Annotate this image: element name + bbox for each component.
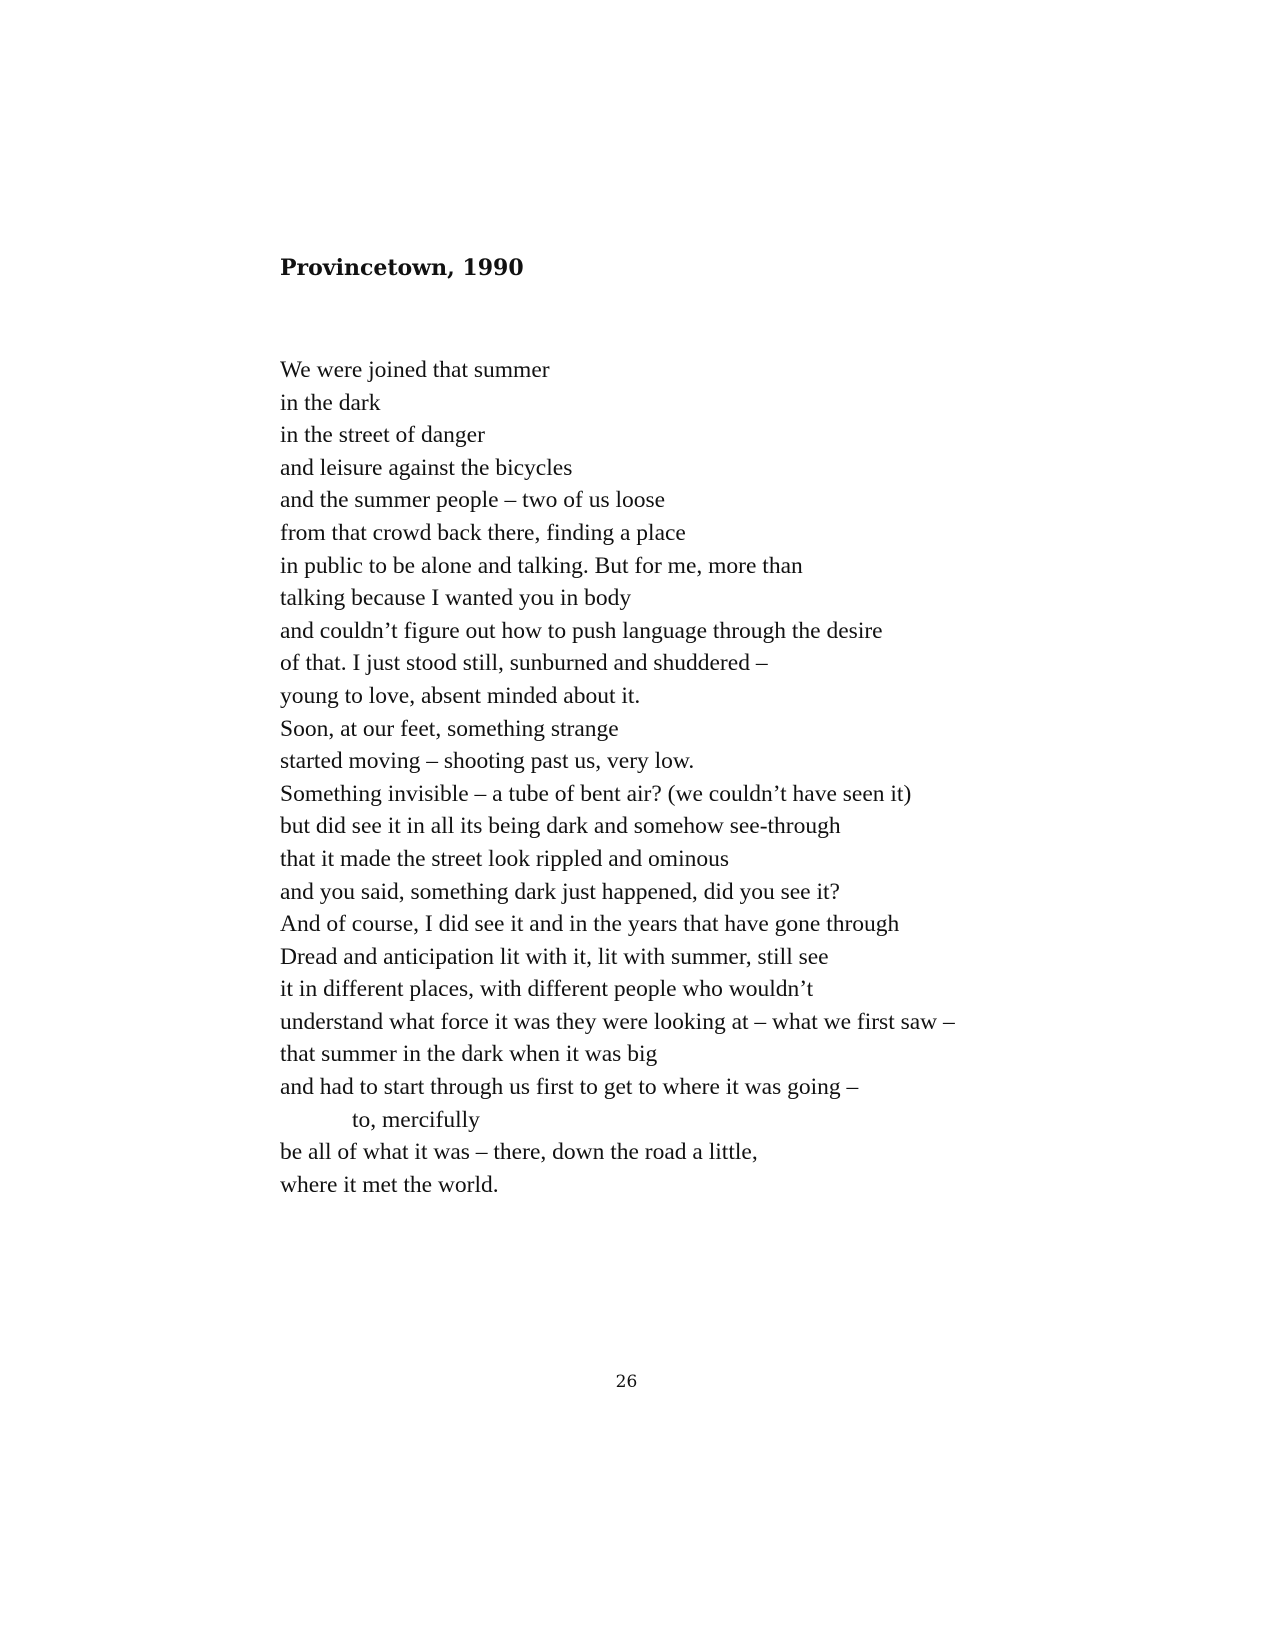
poem-body [280, 354, 955, 1201]
poem-line: And of course, I did see it and in the years that have gone through [280, 911, 900, 938]
poem-line: started moving – shooting past us, very low. [280, 748, 695, 775]
poem-line: in the street of danger [280, 422, 485, 449]
poem-line: and couldn’t figure out how to push language through the desire [280, 617, 883, 644]
poem-line: but did see it in all its being dark and somehow see-through [280, 813, 841, 840]
poem-line: and leisure against the bicycles [280, 454, 573, 481]
poem-line: We were joined that summer [280, 357, 550, 383]
page-number: 26 [615, 1372, 638, 1392]
poem-line: from that crowd back there, finding a place [280, 519, 686, 546]
poem-line: that summer in the dark when it was big [280, 1041, 658, 1068]
poem-line: understand what force it was they were looking at – what we first saw – [280, 1008, 955, 1035]
poem-line: where it met the world. [280, 1171, 499, 1198]
poem-line: Something invisible – a tube of bent air? (we couldn’t have seen it) [280, 780, 912, 807]
poem-line: young to love, absent minded about it. [280, 682, 641, 709]
poem-line: be all of what it was – there, down the road a little, [280, 1139, 758, 1166]
poem-line-indented: to, mercifully [352, 1106, 480, 1133]
poem-line: Soon, at our feet, something strange [280, 715, 619, 742]
poem-line: talking because I wanted you in body [280, 585, 632, 612]
poem-line: that it made the street look rippled and ominous [280, 845, 730, 872]
poem-line: and you said, something dark just happened, did you see it? [280, 878, 840, 905]
poem-line: and had to start through us first to get to where it was going – [280, 1074, 859, 1101]
poem-line: of that. I just stood still, sunburned and shuddered – [280, 650, 768, 677]
poem-line: it in different places, with different people who wouldn’t [280, 976, 814, 1003]
poem-line: and the summer people – two of us loose [280, 487, 666, 514]
poem-line: in public to be alone and talking. But for me, more than [280, 552, 803, 579]
poem-line: Dread and anticipation lit with it, lit with summer, still see [280, 943, 829, 970]
poem-line: in the dark [280, 389, 381, 416]
poem-title: Provincetown, 1990 [280, 255, 524, 281]
